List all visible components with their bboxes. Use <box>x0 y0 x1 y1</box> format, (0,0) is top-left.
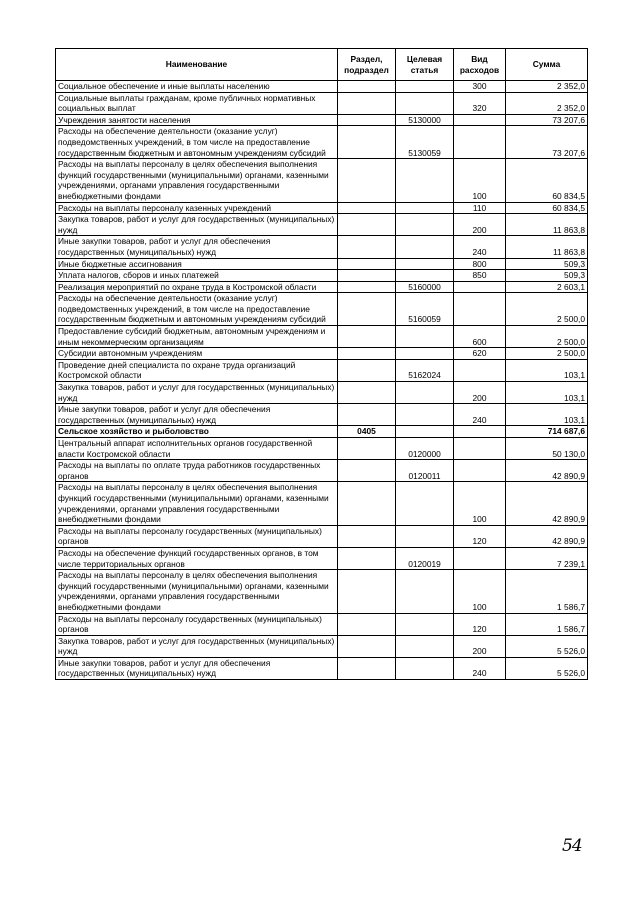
cell-target <box>396 326 454 348</box>
cell-target: 0120019 <box>396 547 454 569</box>
cell-section <box>338 382 396 404</box>
cell-target <box>396 426 454 438</box>
cell-sum: 103,1 <box>506 404 588 426</box>
cell-target <box>396 404 454 426</box>
budget-table-sheet <box>55 48 587 680</box>
header-section: Раздел, подраздел <box>338 49 396 81</box>
cell-target <box>396 270 454 282</box>
table-row <box>56 159 588 202</box>
cell-target: 5130000 <box>396 114 454 126</box>
cell-type: 200 <box>454 214 506 236</box>
table-row <box>56 236 588 258</box>
cell-type: 800 <box>454 258 506 270</box>
cell-type: 120 <box>454 525 506 547</box>
table-row <box>56 382 588 404</box>
cell-name: Субсидии автономным учреждениям <box>56 348 338 360</box>
cell-name: Уплата налогов, сборов и иных платежей <box>56 270 338 282</box>
cell-sum: 2 603,1 <box>506 281 588 293</box>
cell-target <box>396 81 454 93</box>
cell-sum: 103,1 <box>506 359 588 381</box>
cell-target: 5160000 <box>396 281 454 293</box>
cell-sum: 103,1 <box>506 382 588 404</box>
budget-table <box>55 48 588 680</box>
cell-type: 100 <box>454 159 506 202</box>
cell-type <box>454 460 506 482</box>
cell-type <box>454 547 506 569</box>
cell-name: Расходы на выплаты персоналу в целях обеспечения выполнения функций государственными (муниципальными) органами, казенными учреждениями, органами управления государственными внебюджетными фондами <box>56 570 338 613</box>
cell-section <box>338 657 396 679</box>
cell-sum: 714 687,6 <box>506 426 588 438</box>
cell-type <box>454 293 506 326</box>
cell-name: Иные закупки товаров, работ и услуг для обеспечения государственных (муниципальных) нужд <box>56 657 338 679</box>
cell-name: Учреждения занятости населения <box>56 114 338 126</box>
page-number: 54 <box>562 836 582 856</box>
cell-section <box>338 92 396 114</box>
cell-name: Расходы на выплаты персоналу государственных (муниципальных) органов <box>56 525 338 547</box>
cell-section <box>338 281 396 293</box>
cell-type <box>454 438 506 460</box>
cell-name: Расходы на выплаты персоналу казенных учреждений <box>56 202 338 214</box>
cell-sum: 1 586,7 <box>506 570 588 613</box>
cell-target <box>396 635 454 657</box>
cell-type <box>454 126 506 159</box>
cell-section <box>338 126 396 159</box>
cell-section <box>338 482 396 525</box>
table-row <box>56 359 588 381</box>
cell-target <box>396 258 454 270</box>
table-row <box>56 281 588 293</box>
cell-target <box>396 159 454 202</box>
cell-name: Социальные выплаты гражданам, кроме публичных нормативных социальных выплат <box>56 92 338 114</box>
cell-target: 0120011 <box>396 460 454 482</box>
cell-target <box>396 202 454 214</box>
cell-name: Расходы на выплаты по оплате труда работников государственных органов <box>56 460 338 482</box>
table-body <box>56 81 588 680</box>
cell-name: Сельское хозяйство и рыболовство <box>56 426 338 438</box>
cell-type: 200 <box>454 635 506 657</box>
cell-section <box>338 202 396 214</box>
cell-section <box>338 525 396 547</box>
cell-target <box>396 657 454 679</box>
cell-target: 5130059 <box>396 126 454 159</box>
cell-target <box>396 570 454 613</box>
cell-name: Закупка товаров, работ и услуг для государственных (муниципальных) нужд <box>56 635 338 657</box>
cell-sum: 1 586,7 <box>506 613 588 635</box>
table-row <box>56 293 588 326</box>
header-sum: Сумма <box>506 49 588 81</box>
cell-name: Расходы на выплаты персоналу в целях обеспечения выполнения функций государственными (муниципальными) органами, казенными учреждениями, органами управления государственными внебюджетными фондами <box>56 482 338 525</box>
cell-name: Социальное обеспечение и иные выплаты населению <box>56 81 338 93</box>
table-row <box>56 482 588 525</box>
header-type: Вид расходов <box>454 49 506 81</box>
cell-target: 5160059 <box>396 293 454 326</box>
cell-section <box>338 460 396 482</box>
table-row <box>56 270 588 282</box>
cell-section <box>338 635 396 657</box>
cell-section <box>338 348 396 360</box>
cell-sum: 73 207,6 <box>506 126 588 159</box>
table-row <box>56 570 588 613</box>
cell-section <box>338 404 396 426</box>
table-row <box>56 126 588 159</box>
cell-sum: 2 352,0 <box>506 81 588 93</box>
cell-name: Реализация мероприятий по охране труда в Костромской области <box>56 281 338 293</box>
cell-type: 110 <box>454 202 506 214</box>
cell-sum: 7 239,1 <box>506 547 588 569</box>
cell-name: Расходы на обеспечение функций государственных органов, в том числе территориальных органов <box>56 547 338 569</box>
cell-section <box>338 236 396 258</box>
cell-section <box>338 293 396 326</box>
table-row <box>56 613 588 635</box>
table-row <box>56 404 588 426</box>
cell-name: Центральный аппарат исполнительных органов государственной власти Костромской области <box>56 438 338 460</box>
cell-sum: 5 526,0 <box>506 635 588 657</box>
cell-target: 0120000 <box>396 438 454 460</box>
cell-section <box>338 159 396 202</box>
cell-section <box>338 258 396 270</box>
cell-target <box>396 214 454 236</box>
cell-type: 240 <box>454 657 506 679</box>
table-row <box>56 525 588 547</box>
cell-name: Закупка товаров, работ и услуг для государственных (муниципальных) нужд <box>56 214 338 236</box>
cell-type: 100 <box>454 570 506 613</box>
cell-sum: 42 890,9 <box>506 482 588 525</box>
cell-sum: 73 207,6 <box>506 114 588 126</box>
cell-type: 100 <box>454 482 506 525</box>
cell-type <box>454 426 506 438</box>
cell-section <box>338 114 396 126</box>
cell-target <box>396 348 454 360</box>
cell-name: Предоставление субсидий бюджетным, автономным учреждениям и иным некоммерческим организациям <box>56 326 338 348</box>
cell-target <box>396 482 454 525</box>
cell-type <box>454 281 506 293</box>
cell-sum: 60 834,5 <box>506 202 588 214</box>
cell-sum: 2 500,0 <box>506 348 588 360</box>
table-row <box>56 635 588 657</box>
table-row <box>56 426 588 438</box>
cell-type: 300 <box>454 81 506 93</box>
cell-section <box>338 547 396 569</box>
cell-type: 240 <box>454 404 506 426</box>
table-row <box>56 438 588 460</box>
cell-type <box>454 359 506 381</box>
cell-sum: 2 352,0 <box>506 92 588 114</box>
cell-sum: 509,3 <box>506 258 588 270</box>
cell-sum: 42 890,9 <box>506 525 588 547</box>
cell-type: 850 <box>454 270 506 282</box>
cell-target: 5162024 <box>396 359 454 381</box>
header-name: Наименование <box>56 49 338 81</box>
cell-type <box>454 114 506 126</box>
cell-target <box>396 92 454 114</box>
cell-sum: 11 863,8 <box>506 236 588 258</box>
cell-sum: 2 500,0 <box>506 293 588 326</box>
cell-sum: 50 130,0 <box>506 438 588 460</box>
cell-sum: 42 890,9 <box>506 460 588 482</box>
cell-name: Расходы на обеспечение деятельности (оказание услуг) подведомственных учреждений, в том числе на предоставление государственным бюджетным и автономным учреждениям субсидий <box>56 293 338 326</box>
cell-section <box>338 359 396 381</box>
table-row <box>56 657 588 679</box>
table-row <box>56 214 588 236</box>
table-row <box>56 547 588 569</box>
cell-name: Расходы на выплаты персоналу государственных (муниципальных) органов <box>56 613 338 635</box>
cell-name: Иные бюджетные ассигнования <box>56 258 338 270</box>
cell-type: 240 <box>454 236 506 258</box>
cell-section <box>338 326 396 348</box>
cell-sum: 60 834,5 <box>506 159 588 202</box>
table-row <box>56 81 588 93</box>
table-header-row <box>56 49 588 81</box>
cell-sum: 5 526,0 <box>506 657 588 679</box>
cell-target <box>396 236 454 258</box>
table-row <box>56 92 588 114</box>
cell-sum: 11 863,8 <box>506 214 588 236</box>
cell-name: Иные закупки товаров, работ и услуг для обеспечения государственных (муниципальных) нужд <box>56 404 338 426</box>
cell-type: 320 <box>454 92 506 114</box>
cell-name: Проведение дней специалиста по охране труда организаций Костромской области <box>56 359 338 381</box>
cell-type: 600 <box>454 326 506 348</box>
cell-name: Расходы на обеспечение деятельности (оказание услуг) подведомственных учреждений, в том числе на предоставление государственным бюджетным и автономным учреждениям субсидий <box>56 126 338 159</box>
header-target: Целевая статья <box>396 49 454 81</box>
table-row <box>56 258 588 270</box>
table-row <box>56 460 588 482</box>
cell-type: 120 <box>454 613 506 635</box>
cell-name: Закупка товаров, работ и услуг для государственных (муниципальных) нужд <box>56 382 338 404</box>
cell-name: Иные закупки товаров, работ и услуг для обеспечения государственных (муниципальных) нужд <box>56 236 338 258</box>
cell-type: 200 <box>454 382 506 404</box>
cell-target <box>396 382 454 404</box>
cell-section <box>338 570 396 613</box>
cell-section <box>338 214 396 236</box>
cell-sum: 2 500,0 <box>506 326 588 348</box>
cell-target <box>396 525 454 547</box>
cell-section <box>338 81 396 93</box>
table-row <box>56 202 588 214</box>
cell-section: 0405 <box>338 426 396 438</box>
cell-type: 620 <box>454 348 506 360</box>
table-row <box>56 348 588 360</box>
cell-name: Расходы на выплаты персоналу в целях обеспечения выполнения функций государственными (муниципальными) органами, казенными учреждениями, органами управления государственными внебюджетными фондами <box>56 159 338 202</box>
cell-section <box>338 270 396 282</box>
cell-section <box>338 438 396 460</box>
table-row <box>56 326 588 348</box>
cell-sum: 509,3 <box>506 270 588 282</box>
cell-target <box>396 613 454 635</box>
table-row <box>56 114 588 126</box>
cell-section <box>338 613 396 635</box>
